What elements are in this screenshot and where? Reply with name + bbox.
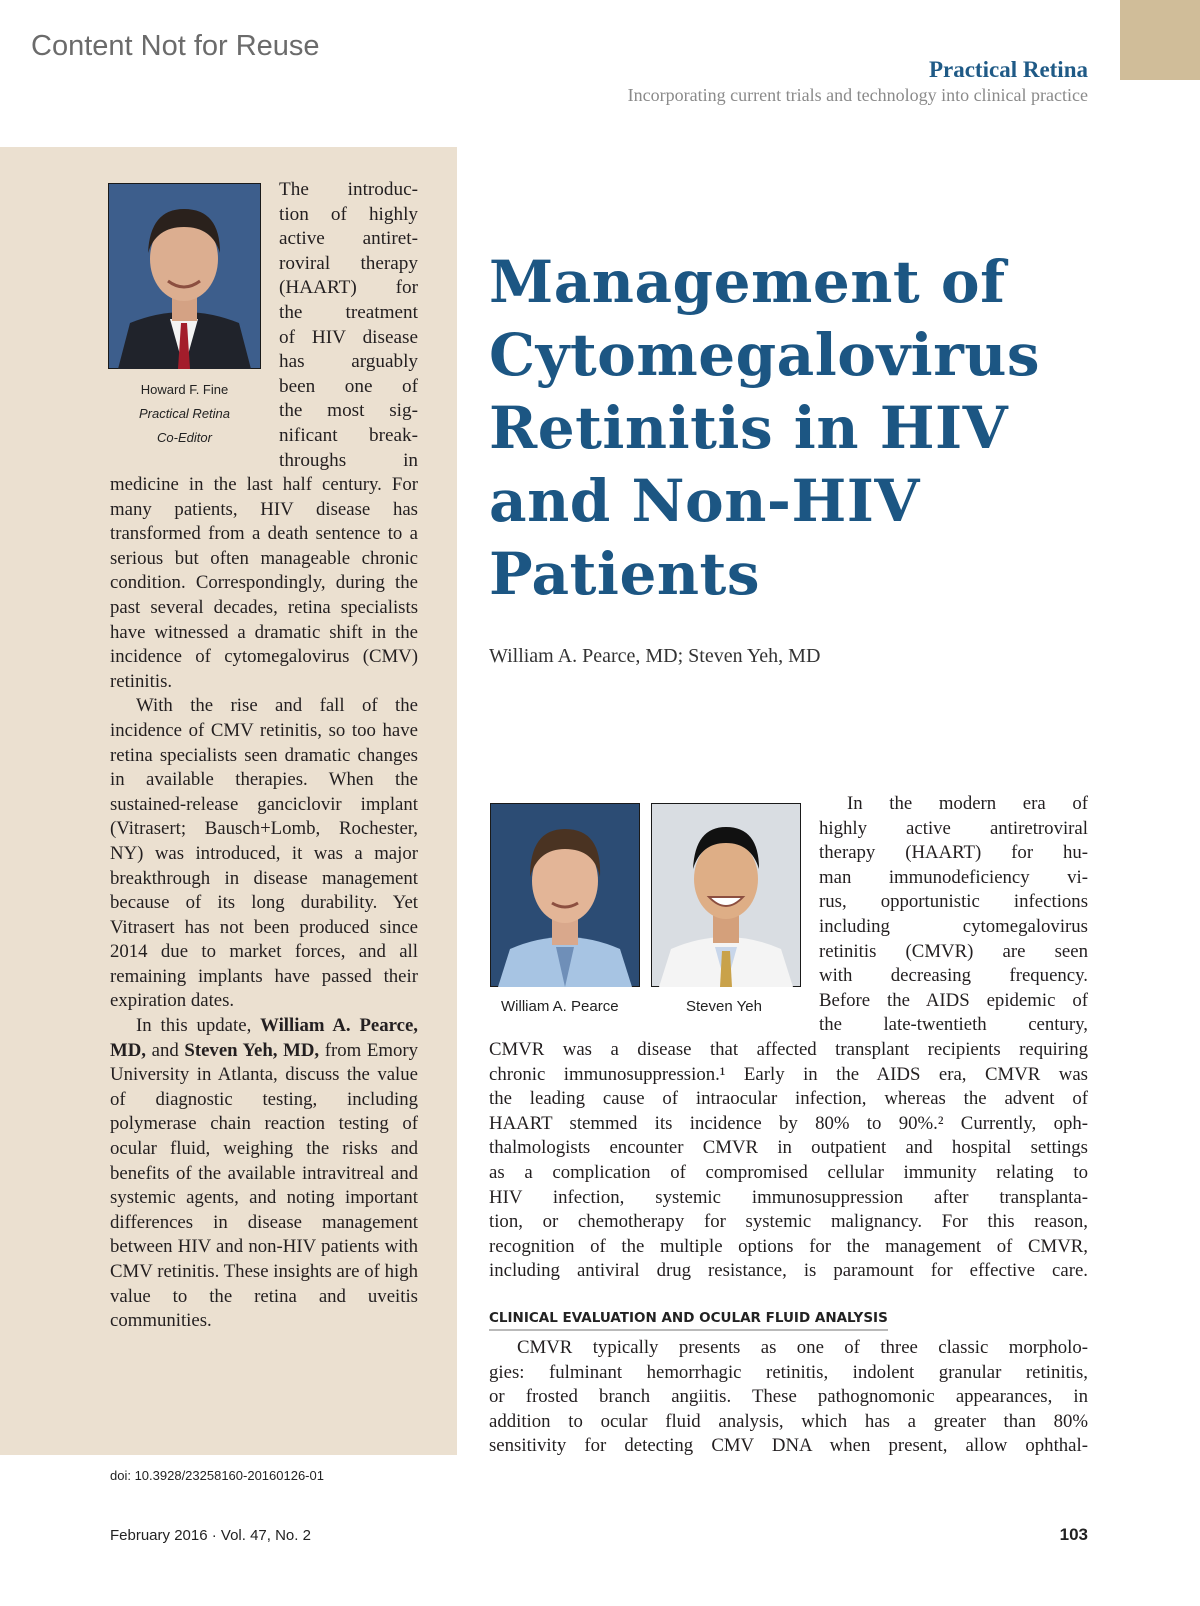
article-line: tion, or chemotherapy for systemic malignancy. For this reason, bbox=[489, 1211, 1088, 1233]
article-line: highly active antiretroviral bbox=[819, 817, 1088, 839]
article-line: addition to ocular fluid analysis, which has a greater than 80% bbox=[489, 1410, 1088, 1432]
editor-name: Howard F. Fine bbox=[140, 382, 229, 397]
article-line: with decreasing frequency. bbox=[819, 965, 1088, 987]
article-line: man immunodeficiency vi- bbox=[819, 866, 1088, 888]
article-line: including antiviral drug resistance, is paramount for effective care. bbox=[489, 1260, 1088, 1282]
article-line: rus, opportunistic infections bbox=[819, 891, 1088, 913]
intro-line: (HAART) for bbox=[279, 277, 418, 299]
intro-line: been one of bbox=[279, 375, 418, 397]
footer-issue: February 2016 · Vol. 47, No. 2 bbox=[110, 1527, 311, 1544]
intro-line: tion of highly bbox=[279, 203, 418, 225]
corner-color-tab bbox=[1120, 0, 1200, 80]
intro-paragraph-3 bbox=[110, 1014, 418, 1334]
intro-p3-and: and bbox=[146, 1039, 185, 1061]
author-caption-yeh: Steven Yeh bbox=[686, 998, 762, 1015]
article-line: gies: fulminant hemorrhagic retinitis, indolent granular retinitis, bbox=[489, 1361, 1088, 1383]
intro-line: roviral therapy bbox=[279, 252, 418, 274]
doi: doi: 10.3928/23258160-20160126-01 bbox=[110, 1468, 324, 1483]
intro-line: the most sig- bbox=[279, 400, 418, 422]
intro-line: nificant break- bbox=[279, 424, 418, 446]
intro-p3-rest: from Emory University in Atlanta, discuss the value of diagnostic testing, including polymerase chain reaction testing of ocular fluid, weighing the risks and benefits of the available intravitreal and systemic agents, and noting important differences in disease management between HIV and non-HIV patients with CMV retinitis. These insights are of high value to the retina and uveitis communities. bbox=[110, 1039, 418, 1332]
intro-text bbox=[110, 473, 418, 1334]
article-text-section bbox=[489, 1336, 1088, 1459]
intro-p3-lead: In this update, bbox=[136, 1015, 261, 1037]
editor-role-line2: Co-Editor bbox=[157, 430, 212, 445]
article-line: retinitis (CMVR) are seen bbox=[819, 940, 1088, 962]
intro-line: of HIV disease bbox=[279, 326, 418, 348]
editor-caption bbox=[108, 378, 261, 450]
article-line: HIV infection, systemic immunosuppression after transplanta- bbox=[489, 1186, 1088, 1208]
article-title: Management of Cytomegalovirus Retinitis in HIV and Non-HIV Patients bbox=[489, 248, 1041, 608]
intro-line: has arguably bbox=[279, 351, 418, 373]
article-line: recognition of the multiple options for the management of CMVR, bbox=[489, 1235, 1088, 1257]
intro-line: The introduc- bbox=[279, 179, 418, 200]
section-heading: CLINICAL EVALUATION AND OCULAR FLUID ANALYSIS bbox=[489, 1310, 888, 1331]
author-photo-yeh bbox=[651, 803, 801, 987]
article-line: the leading cause of intraocular infection, whereas the advent of bbox=[489, 1088, 1088, 1110]
author-name-bold: Steven Yeh, MD, bbox=[184, 1039, 320, 1061]
article-line: therapy (HAART) for hu- bbox=[819, 842, 1088, 864]
article-line: In the modern era of bbox=[847, 793, 1088, 814]
author-photo-pearce bbox=[490, 803, 640, 987]
intro-paragraph-start bbox=[279, 178, 418, 473]
article-line: chronic immunosuppression.¹ Early in the AIDS era, CMVR was bbox=[489, 1063, 1088, 1085]
article-line: HAART stemmed its incidence by 80% to 90%.² Currently, oph- bbox=[489, 1112, 1088, 1134]
article-text-body bbox=[489, 1038, 1088, 1284]
intro-paragraph-1-rest: medicine in the last half century. For many patients, HIV disease has transformed from a death sentence to a serious but often manageable chronic condition. Correspondingly, during the past several decades, retina specialists have witnessed a dramatic shift in the incidence of cytomegalovirus (CMV) retinitis. bbox=[110, 474, 418, 692]
article-text-top bbox=[819, 792, 1088, 1038]
intro-line: throughs in bbox=[279, 449, 418, 471]
section-title: Practical Retina bbox=[928, 57, 1088, 82]
intro-line: the treatment bbox=[279, 301, 418, 323]
intro-paragraph-2: With the rise and fall of the incidence of CMV retinitis, so too have retina specialists seen dramatic changes in available therapies. When the sustained-release ganciclovir implant (Vitrasert; Bausch+Lomb, Rochester, NY) was introduced, it was a major breakthrough in disease management because of its long durability. Yet Vitrasert has not been produced since 2014 due to market forces, and all remaining implants have passed their expiration dates. bbox=[110, 695, 418, 1012]
author-name-bold: William A. Pearce, MD, bbox=[110, 1015, 419, 1061]
article-line: thalmologists encounter CMVR in outpatient and hospital settings bbox=[489, 1137, 1088, 1159]
article-line: CMVR was a disease that affected transplant recipients requiring bbox=[489, 1039, 1088, 1060]
watermark: Content Not for Reuse bbox=[31, 30, 320, 62]
article-line: or frosted branch angiitis. These pathognomonic appearances, in bbox=[489, 1386, 1088, 1408]
article-line: CMVR typically presents as one of three classic morpholo- bbox=[517, 1337, 1088, 1358]
article-line: the late-twentieth century, bbox=[819, 1014, 1088, 1036]
intro-line: active antiret- bbox=[279, 228, 418, 250]
author-caption-pearce: William A. Pearce bbox=[501, 998, 619, 1015]
article-line: sensitivity for detecting CMV DNA when present, allow ophthal- bbox=[489, 1435, 1088, 1457]
editor-photo bbox=[108, 183, 261, 369]
editor-role-line1: Practical Retina bbox=[138, 406, 231, 421]
article-line: as a complication of compromised cellular immunity relating to bbox=[489, 1161, 1088, 1183]
article-line: including cytomegalovirus bbox=[819, 915, 1088, 937]
page-number: 103 bbox=[1059, 1525, 1088, 1544]
article-authors: William A. Pearce, MD; Steven Yeh, MD bbox=[489, 645, 821, 667]
article-line: Before the AIDS epidemic of bbox=[819, 989, 1088, 1011]
section-tagline: Incorporating current trials and technology into clinical practice bbox=[627, 85, 1088, 105]
